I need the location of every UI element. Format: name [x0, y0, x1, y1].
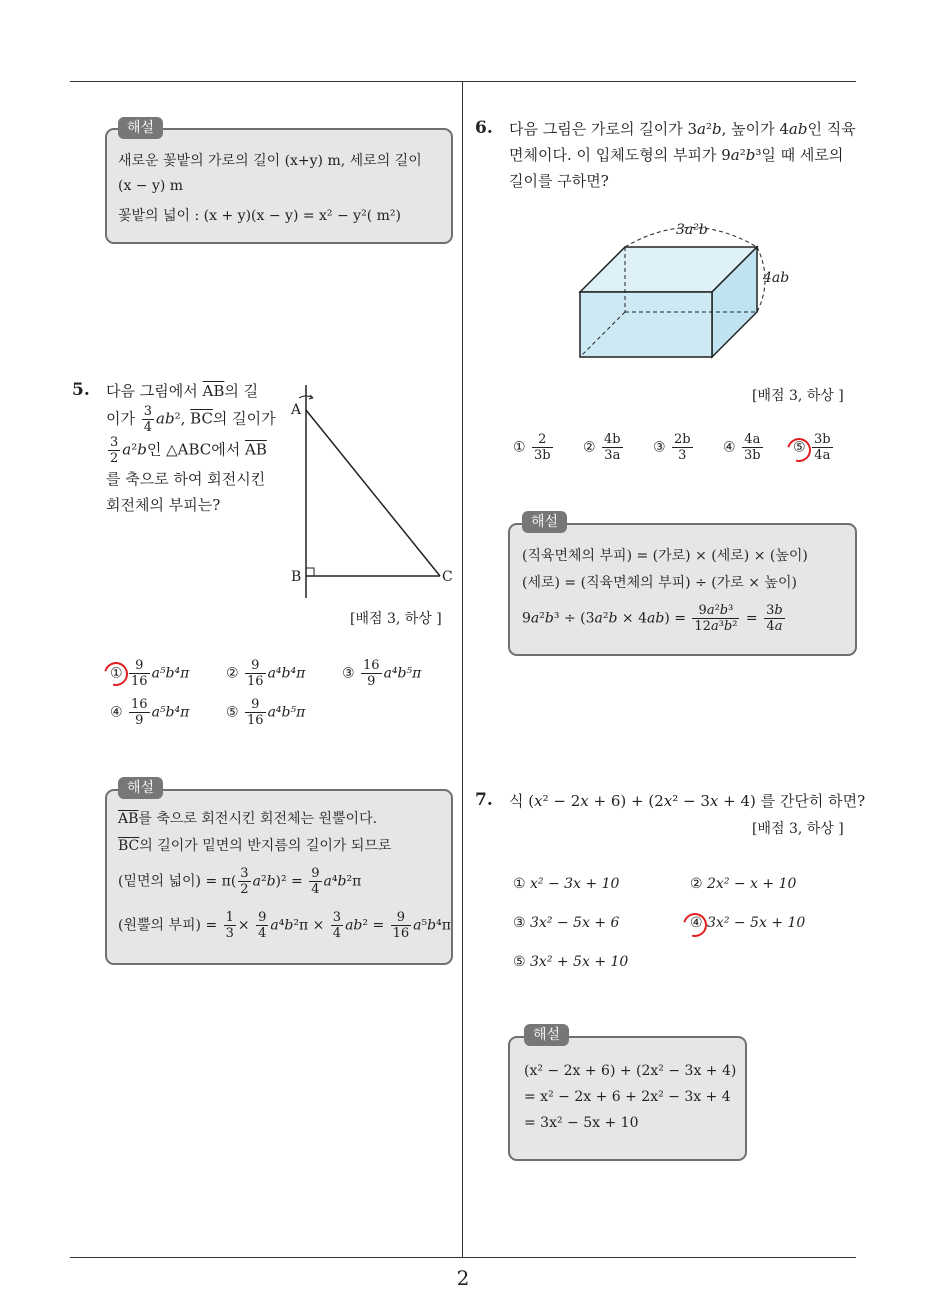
choice-3[interactable]: ③ 3x² − 5x + 6	[513, 915, 620, 931]
question-text: 식 (x² − 2x + 6) + (2x² − 3x + 4) 를 간단히 하면?	[509, 792, 866, 810]
height-label: 4ab	[763, 270, 790, 286]
question-line: $\frac{3}{2}$ a²b인 △ABC에서 $\overline{AB}$	[110, 435, 267, 466]
choice-2[interactable]: ② $\frac{9}{16}$ a⁴b⁴π	[226, 658, 306, 689]
solution-tag: 해설	[118, 117, 163, 139]
solution-tag: 해설	[524, 1024, 569, 1046]
choice-1[interactable]: ① $\frac{9}{16}$ a⁵b⁴π	[110, 658, 190, 689]
solution-line: $\overline{AB}$를 축으로 회전시킨 회전체는 원뿔이다.	[118, 811, 378, 827]
solution-line: (밑면의 넓이) = π( $\frac{3}{2}$ a²b)² = $\frac{9}{4}$ a⁴b²π	[118, 866, 362, 897]
choice-1[interactable]: ① x² − 3x + 10	[513, 876, 620, 892]
choice-2[interactable]: ② $\frac{4b}{3a}$	[583, 432, 621, 463]
question-number: 6.	[475, 118, 493, 138]
choice-4[interactable]: ④ $\frac{4a}{3b}$	[723, 432, 761, 463]
question-line: 다음 그림은 가로의 길이가 3a²b, 높이가 4ab인 직육	[509, 120, 856, 138]
solution-line: (x − y) m	[118, 178, 184, 194]
choice-4[interactable]: ④ $\frac{16}{9}$ a⁵b⁴π	[110, 697, 190, 728]
score-label: [배점 3, 하상 ]	[350, 611, 442, 627]
question-number: 7.	[475, 790, 493, 810]
solution-line: (원뿔의 부피) = $\frac{1}{3}$ × $\frac{9}{4}$ a⁴b²π × $\frac{3}{4}$ ab² = $\frac{9}{16}$ a⁵b⁴π	[118, 910, 451, 941]
solution-line: (세로) = (직육면체의 부피) ÷ (가로 × 높이)	[522, 575, 797, 591]
solution-line: = x² − 2x + 6 + 2x² − 3x + 4	[524, 1089, 731, 1105]
cuboid-diagram	[575, 220, 775, 362]
vertex-label-a: A	[291, 402, 302, 418]
solution-line: 9a²b³ ÷ (3a²b × 4ab) = $\frac{\text{9a²b³}}{\text{12a³b²}}$ = $\frac{3b}{4a}$	[522, 603, 783, 634]
question-line: 면체이다. 이 입체도형의 부피가 9a²b³일 때 세로의	[509, 146, 844, 164]
solution-tag: 해설	[118, 777, 163, 799]
answer-circle	[679, 909, 712, 942]
solution-line: 꽃밭의 넓이 : (x + y)(x − y) = x² − y²( m²)	[118, 208, 401, 224]
triangle-diagram	[285, 380, 460, 605]
solution-line: (x² − 2x + 6) + (2x² − 3x + 4)	[524, 1063, 737, 1079]
vertex-label-c: C	[442, 569, 453, 585]
solution-tag: 해설	[522, 511, 567, 533]
choice-5[interactable]: ⑤ $\frac{3b}{4a}$	[793, 432, 831, 463]
solution-line: 새로운 꽃밭의 가로의 길이 (x+y) m, 세로의 길이	[118, 153, 422, 169]
vertex-label-b: B	[291, 569, 302, 585]
choice-5[interactable]: ⑤ $\frac{9}{16}$ a⁴b⁵π	[226, 697, 306, 728]
score-label: [배점 3, 하상 ]	[752, 821, 844, 837]
question-line: 이가 $\frac{3}{4}$ ab², $\overline{BC}$의 길이가	[106, 404, 276, 435]
solution-line: (직육면체의 부피) = (가로) × (세로) × (높이)	[522, 548, 808, 564]
score-label: [배점 3, 하상 ]	[752, 388, 844, 404]
page-number: 2	[456, 1266, 470, 1290]
question-text	[106, 378, 286, 518]
solution-line: $\overline{BC}$의 길이가 밑면의 반지름의 길이가 되므로	[118, 838, 392, 854]
question-line: 를 축으로 하여 회전시킨	[106, 470, 266, 488]
choice-2[interactable]: ② 2x² − x + 10	[690, 876, 797, 892]
question-line: 길이를 구하면?	[509, 172, 609, 190]
solution-line: = 3x² − 5x + 10	[524, 1115, 639, 1131]
bottom-rule	[70, 1257, 856, 1258]
choice-1[interactable]: ① $\frac{2}{3b}$	[513, 432, 551, 463]
choice-5[interactable]: ⑤ 3x² + 5x + 10	[513, 954, 629, 970]
question-text	[509, 116, 859, 194]
question-line: 회전체의 부피는?	[106, 496, 221, 514]
choice-3[interactable]: ③ $\frac{2b}{3}$	[653, 432, 691, 463]
choice-3[interactable]: ③ $\frac{16}{9}$ a⁴b⁵π	[342, 658, 422, 689]
choice-4[interactable]: ④ 3x² − 5x + 10	[690, 915, 806, 931]
column-divider	[462, 82, 463, 1257]
choice-mark: ①	[110, 665, 123, 682]
width-label: 3a²b	[676, 222, 708, 238]
top-rule	[70, 81, 856, 82]
question-line: 다음 그림에서 $\overline{AB}$의 길	[106, 382, 259, 400]
question-number: 5.	[72, 380, 90, 400]
